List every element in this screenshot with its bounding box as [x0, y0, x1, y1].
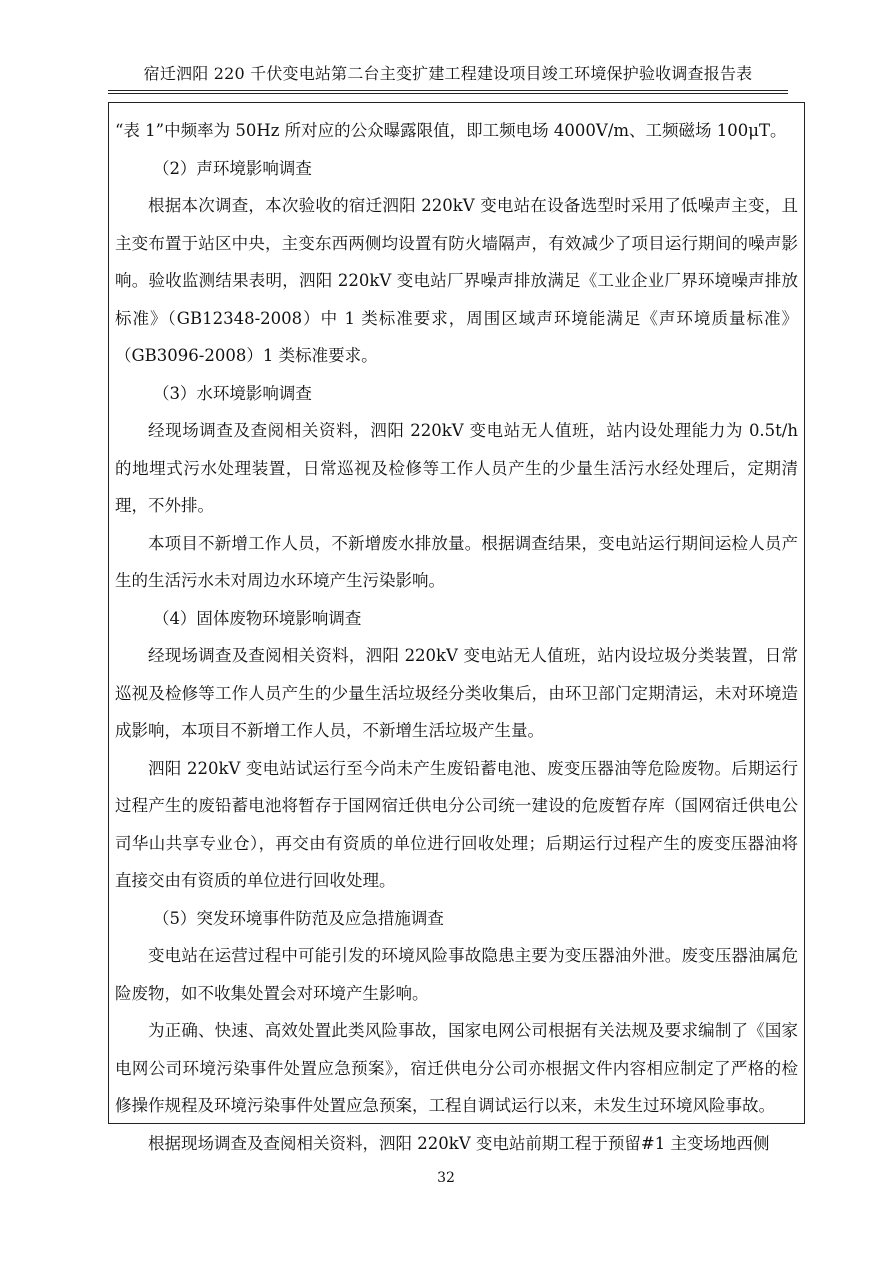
header-rule-bottom — [108, 93, 788, 94]
section-heading-noise: （2）声环境影响调查 — [152, 158, 312, 178]
paragraph-site-survey: 根据现场调查及查阅相关资料，泗阳 220kV 变电站前期工程于预留#1 主变场地西侧 — [148, 1133, 770, 1153]
paragraph-water-conclusion: 本项目不新增工作人员，不新增废水排放量。根据调查结果，变电站运行期间运检人员产生的生活污水未对周边水环境产生污染影响。 — [115, 533, 798, 590]
paragraph-limit-values: “表 1”中频率为 50Hz 所对应的公众曝露限值，即工频电场 4000V/m、工频磁场 100μT。 — [115, 121, 787, 140]
paragraph-solid-waste-garbage: 经现场调查及查阅相关资料，泗阳 220kV 变电站无人值班，站内设垃圾分类装置，日常巡视及检修等工作人员产生的少量生活垃圾经分类收集后，由环卫部门定期清运，未对环境造成影响，本项目不新增工作人员，不新增生活垃圾产生量。 — [115, 646, 798, 740]
content-frame — [108, 102, 805, 1153]
paragraph-noise-survey: 根据本次调查，本次验收的宿迁泗阳 220kV 变电站在设备选型时采用了低噪声主变，且主变布置于站区中央，主变东西两侧均设置有防火墙隔声，有效减少了项目运行期间的噪声影响。验收监测结果表明，泗阳 220kV 变电站厂界噪声排放满足《工业企业厂界环境噪声排放标准》（GB12348-2008）中 1 类标准要求，周围区域声环境能满足《声环境质量标准》（GB3096-2008）1 类标准要求。 — [115, 196, 798, 365]
paragraph-water-facility: 经现场调查及查阅相关资料，泗阳 220kV 变电站无人值班，站内设处理能力为 0.5t/h 的地埋式污水处理装置，日常巡视及检修等工作人员产生的少量生活污水经处理后，定期清理，不外排。 — [115, 421, 798, 515]
section-heading-emergency: （5）突发环境事件防范及应急措施调查 — [152, 908, 444, 928]
paragraph-risk-source: 变电站在运营过程中可能引发的环境风险事故隐患主要为变压器油外泄。废变压器油属危险废物，如不收集处置会对环境产生影响。 — [115, 946, 798, 1003]
section-heading-water: （3）水环境影响调查 — [152, 383, 312, 403]
paragraph-hazardous-waste: 泗阳 220kV 变电站试运行至今尚未产生废铅蓄电池、废变压器油等危险废物。后期运行过程产生的废铅蓄电池将暂存于国网宿迁供电分公司统一建设的危废暂存库（国网宿迁供电公司华山共享专业仓），再交由有资质的单位进行回收处理；后期运行过程产生的废变压器油将直接交由有资质的单位进行回收处理。 — [115, 758, 798, 890]
header-rule-top — [108, 90, 788, 91]
paragraph-emergency-plan: 为正确、快速、高效处置此类风险事故，国家电网公司根据有关法规及要求编制了《国家电网公司环境污染事件处置应急预案》，宿迁供电分公司亦根据文件内容相应制定了严格的检修操作规程及环境污染事件处置应急预案，工程自调试运行以来，未发生过环境风险事故。 — [115, 1021, 798, 1115]
report-body — [115, 112, 798, 1162]
page-header-title: 宿迁泗阳 220 千伏变电站第二台主变扩建工程建设项目竣工环境保护验收调查报告表 — [143, 64, 753, 83]
section-heading-solid-waste: （4）固体废物环境影响调查 — [152, 608, 362, 628]
page-number: 32 — [437, 1170, 455, 1186]
